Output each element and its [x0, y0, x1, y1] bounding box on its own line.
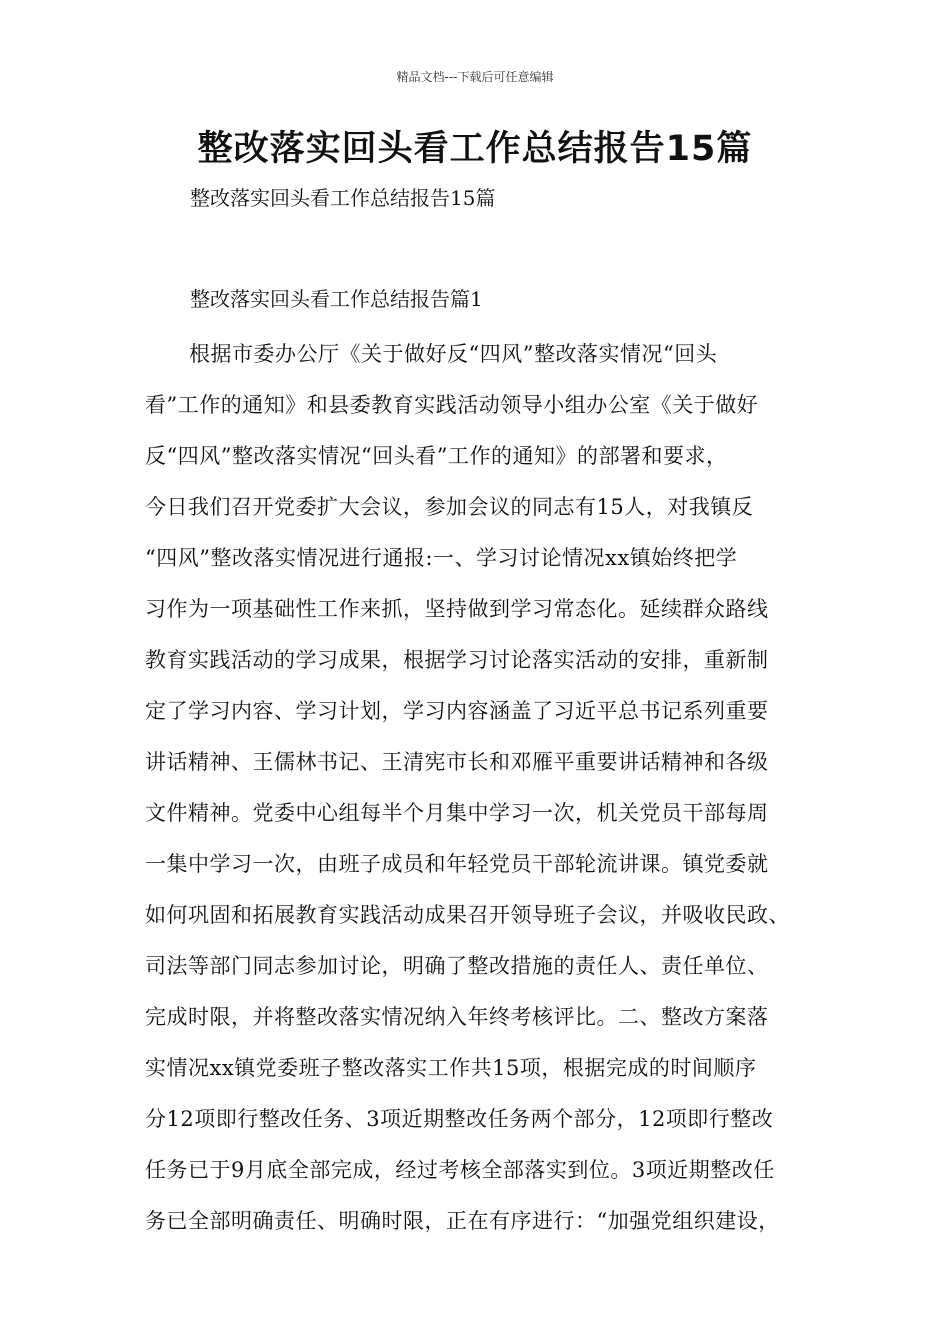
body-line: 根据市委办公厅《关于做好反“四风”整改落实情况“回头 [189, 342, 718, 366]
body-line: 讲话精神、王儒林书记、王清宪市长和邓雁平重要讲话精神和各级 [145, 750, 769, 774]
section-heading: 整改落实回头看工作总结报告篇1 [190, 287, 483, 311]
document-subtitle: 整改落实回头看工作总结报告15篇 [190, 186, 496, 210]
body-line: 如何巩固和拓展教育实践活动成果召开领导班子会议，并吸收民政、 [145, 903, 790, 927]
body-line: 务已全部明确责任、明确时限，正在有序进行：“加强党组织建设， [145, 1209, 780, 1233]
body-line: 司法等部门同志参加讨论，明确了整改措施的责任人、责任单位、 [145, 954, 769, 978]
body-line: 完成时限，并将整改落实情况纳入年终考核评比。二、整改方案落 [145, 1005, 769, 1029]
body-line: 看”工作的通知》和县委教育实践活动领导小组办公室《关于做好 [145, 393, 759, 417]
header-note: 精品文档---下载后可任意编辑 [396, 70, 554, 84]
body-line: 今日我们召开党委扩大会议，参加会议的同志有15人，对我镇反 [145, 495, 754, 519]
body-line: 教育实践活动的学习成果，根据学习讨论落实活动的安排，重新制 [145, 648, 769, 672]
body-line: 反“四风”整改落实情况“回头看”工作的通知》的部署和要求， [145, 444, 728, 468]
body-line: 定了学习内容、学习计划，学习内容涵盖了习近平总书记系列重要 [145, 699, 769, 723]
body-line: 一集中学习一次，由班子成员和年轻党员干部轮流讲课。镇党委就 [145, 852, 769, 876]
document-title: 整改落实回头看工作总结报告15篇 [197, 129, 753, 169]
body-line: 分12项即行整改任务、3项近期整改任务两个部分，12项即行整改 [145, 1107, 774, 1131]
body-text [145, 335, 835, 1253]
body-line: 任务已于9月底全部完成，经过考核全部落实到位。3项近期整改任 [145, 1158, 775, 1182]
body-line: 文件精神。党委中心组每半个月集中学习一次，机关党员干部每周 [145, 801, 769, 825]
body-line: 习作为一项基础性工作来抓，坚持做到学习常态化。延续群众路线 [145, 597, 769, 621]
body-line: 实情况xx镇党委班子整改落实工作共15项，根据完成的时间顺序 [145, 1056, 757, 1080]
body-line: “四风”整改落实情况进行通报:一、学习讨论情况xx镇始终把学 [145, 546, 738, 570]
